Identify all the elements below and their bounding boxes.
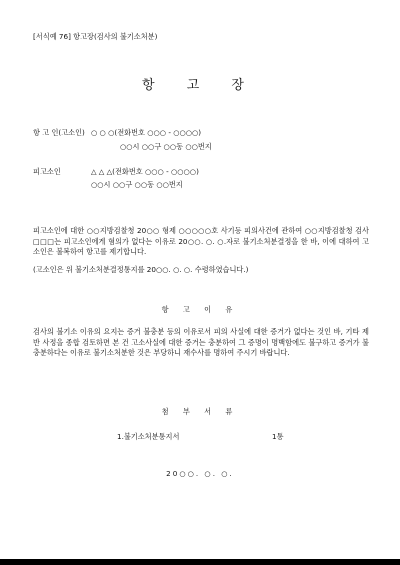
- document-title: 항 고 장: [142, 78, 258, 93]
- complainant-label: 항 고 인(고소인): [33, 128, 85, 137]
- form-label: [서식예 76] 항고장(검사의 불기소처분): [33, 32, 158, 41]
- bottom-border: [0, 559, 400, 565]
- complainant-address: ○○시 ○○구 ○○동 ○○번지: [120, 142, 212, 151]
- complainant-address-row: [33, 142, 212, 151]
- reason-heading: 항 고 이 유: [161, 305, 239, 314]
- complainant-name: ○ ○ ○(전화번호 ○○○ - ○○○○): [91, 128, 202, 137]
- accused-address-row: [33, 180, 183, 189]
- attachments-heading: 첨 부 서 류: [161, 407, 239, 416]
- attachment-count: 1통: [272, 432, 284, 441]
- accused-name-row: [33, 167, 199, 176]
- accused-label: 피고소인: [33, 167, 61, 176]
- intro-note: (고소인은 위 불기소처분결정통지를 20○○. ○. ○. 수령하였습니다.): [33, 265, 249, 274]
- reason-paragraph: 검사의 불기소 이유의 요지는 증거 불충분 등의 이유로서 피의 사실에 대한 증거가 없다는 것인 바, 기타 제반 사정을 종합 검토하면 본 건 고소사실에 대한 증거는 충분하여 그 증명이 명백함에도 불구하고 증거가 불충분하다는 이유로 불기소처분한 것은 부당하니 재수사를 명하여 주시기 바랍니다.: [33, 327, 369, 358]
- complainant-name-row: [33, 128, 201, 137]
- accused-address: ○○시 ○○구 ○○동 ○○번지: [91, 180, 183, 189]
- document-date: 20○○. ○. ○.: [166, 469, 234, 478]
- attachment-name: 1.불기소처분통지서: [117, 432, 180, 441]
- accused-name: △ △ △(전화번호 ○○○ - ○○○○): [91, 167, 199, 176]
- intro-paragraph: 피고소인에 대한 ○○지방검찰청 20○○ 형제 ○○○○○호 사기등 피의사건에 관하여 ○○지방검찰청 검사 □□□는 피고소인에게 혐의가 없다는 이유로 20○○. ○. ○.자로 불기소처분결정을 한 바, 이에 대하여 고소인은 불복하여 항고를 제기합니다.: [33, 226, 369, 257]
